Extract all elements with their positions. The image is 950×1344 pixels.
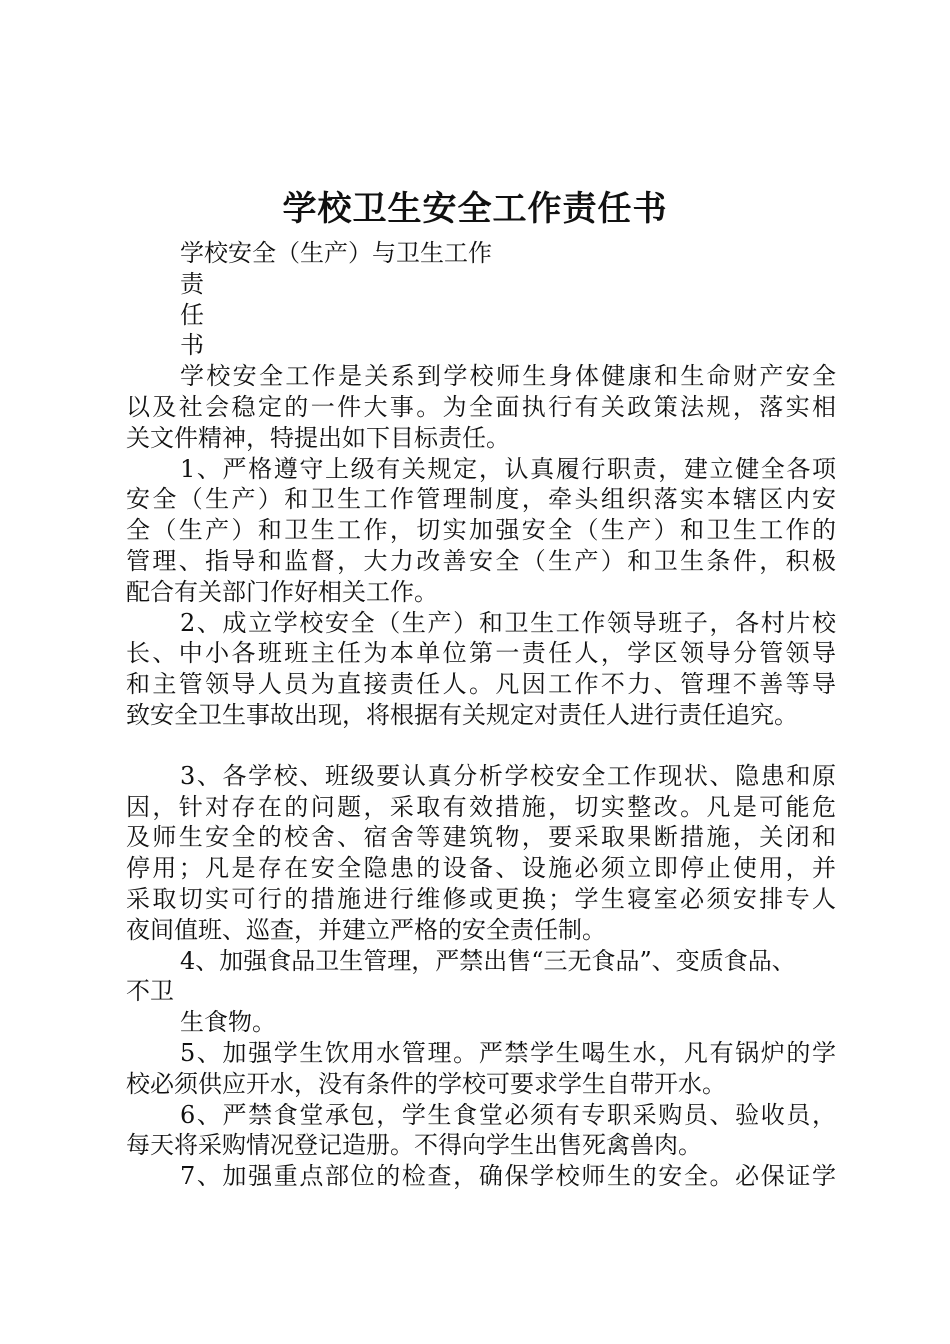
- item-1-line: 管理、指导和监督，大力改善安全（生产）和卫生条件，积极: [126, 546, 836, 575]
- item-5-line: 校必须供应开水，没有条件的学校可要求学生自带开水。: [126, 1069, 726, 1098]
- heading-line: 学校安全（生产）与卫生工作: [180, 239, 492, 267]
- item-2-line: 长、中小各班班主任为本单位第一责任人，学区领导分管领导: [126, 639, 836, 668]
- item-1-line: 配合有关部门作好相关工作。: [126, 577, 438, 606]
- item-1-line: 1、严格遵守上级有关规定，认真履行职责，建立健全各项: [180, 454, 836, 483]
- item-6-line: 每天将采购情况登记造册。不得向学生出售死禽兽肉。: [126, 1131, 702, 1160]
- item-4-line: 4、加强食品卫生管理，严禁出售“三无食品”、变质食品、: [180, 946, 796, 975]
- item-3-line: 因，针对存在的问题，采取有效措施，切实整改。凡是可能危: [126, 792, 836, 821]
- heading-line: 责: [180, 269, 204, 298]
- item-2-line: 致安全卫生事故出现，将根据有关规定对责任人进行责任追究。: [126, 700, 798, 729]
- item-6-line: 6、严禁食堂承包，学生食堂必须有专职采购员、验收员，: [180, 1100, 836, 1129]
- item-3-line: 停用；凡是存在安全隐患的设备、设施必须立即停止使用，并: [126, 854, 836, 883]
- heading-line: 书: [180, 331, 204, 360]
- item-3-line: 及师生安全的校舍、宿舍等建筑物，要采取果断措施，关闭和: [126, 823, 836, 852]
- item-7-line: 7、加强重点部位的检查，确保学校师生的安全。必保证学: [180, 1162, 836, 1191]
- paragraph-gap: [126, 731, 836, 761]
- item-4-line: 不卫: [126, 977, 174, 1006]
- heading-line: 任: [180, 300, 204, 329]
- document-title: 学校卫生安全工作责任书: [282, 189, 668, 229]
- item-1-line: 全（生产）和卫生工作，切实加强安全（生产）和卫生工作的: [126, 516, 836, 545]
- item-1-line: 安全（生产）和卫生工作管理制度，牵头组织落实本辖区内安: [126, 485, 836, 514]
- item-3-line: 采取切实可行的措施进行维修或更换；学生寝室必须安排专人: [126, 884, 836, 913]
- item-5-line: 5、加强学生饮用水管理。严禁学生喝生水，凡有锅炉的学: [180, 1038, 836, 1067]
- item-2-line: 2、成立学校安全（生产）和卫生工作领导班子，各村片校: [180, 608, 836, 637]
- item-3-line: 3、各学校、班级要认真分析学校安全工作现状、隐患和原: [180, 761, 836, 790]
- document-body: [126, 238, 836, 1192]
- item-4-line: 生食物。: [180, 1008, 276, 1037]
- item-3-line: 夜间值班、巡查，并建立严格的安全责任制。: [126, 915, 606, 944]
- intro-paragraph-line: 关文件精神，特提出如下目标责任。: [126, 423, 510, 452]
- intro-paragraph-line: 以及社会稳定的一件大事。为全面执行有关政策法规，落实相: [126, 392, 836, 421]
- item-2-line: 和主管领导人员为直接责任人。凡因工作不力、管理不善等导: [126, 670, 836, 699]
- intro-paragraph-line: 学校安全工作是关系到学校师生身体健康和生命财产安全: [180, 362, 836, 391]
